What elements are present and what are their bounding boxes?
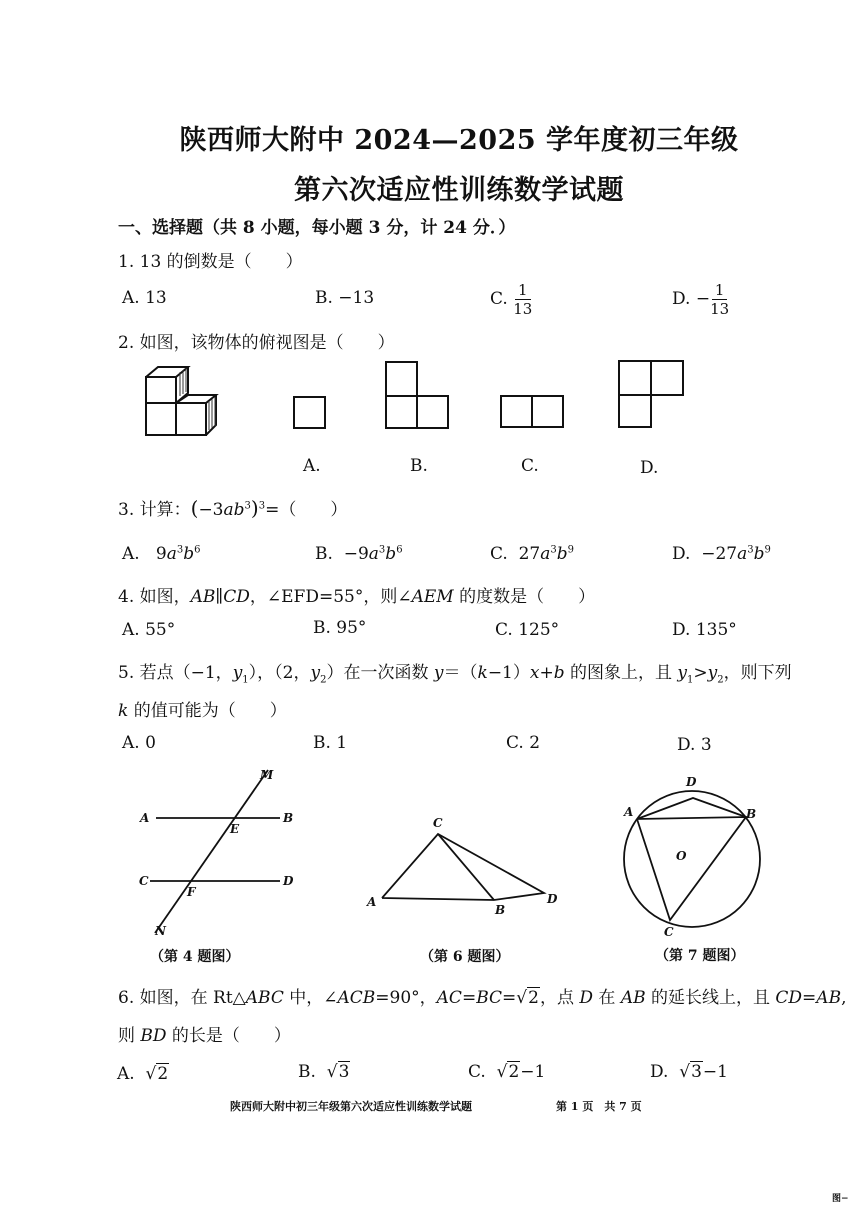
label-A: A <box>624 805 634 819</box>
label-D: D <box>547 892 558 906</box>
q3-option-d: D. $-27a^3b^9$ <box>672 544 771 564</box>
top-view-option-d <box>616 358 688 430</box>
q1-option-a: A. 13 <box>122 288 167 308</box>
label-A: A <box>140 811 150 825</box>
figure-q7-caption: （第 7 题图） <box>655 948 745 964</box>
q5-option-a: A. 0 <box>122 733 156 753</box>
q6-option-d: D. √3−1 <box>650 1062 728 1082</box>
q1-option-b: B. −13 <box>315 288 375 308</box>
figure-q4-caption: （第 4 题图） <box>150 949 240 965</box>
label-A: A <box>367 895 377 909</box>
q4-option-b: B. 95° <box>313 618 367 638</box>
q6-option-a: A. √2 <box>117 1064 169 1084</box>
label-N: N <box>155 924 166 938</box>
section-heading: 一、选择题（共 8 小题，每小题 3 分，计 24 分．） <box>118 218 516 238</box>
q2-option-b: B. <box>410 456 428 476</box>
q6-option-b: B. √3 <box>298 1062 350 1082</box>
label-B: B <box>495 903 506 917</box>
label-C: C <box>433 816 443 830</box>
solid-object-figure <box>140 360 230 442</box>
label-D: D <box>686 775 697 789</box>
figure-q6-triangle <box>360 812 565 917</box>
label-D: D <box>283 874 294 888</box>
exam-title-line2: 第六次适应性训练数学试题 <box>294 175 624 206</box>
corner-mark: 图− <box>832 1194 849 1204</box>
q1-option-c: C. $\frac{1}{13}$ <box>490 281 533 318</box>
question-5-line2: k 的值可能为（ ） <box>118 701 287 721</box>
question-5-line1: 5. 若点（−1，$y_1$），（2，$y_2$）在一次函数 y＝（k−1）x+b 的图象上，且 $y_1>y_2$，则下列 <box>118 663 792 686</box>
fraction: $\frac{1}{13}$ <box>513 281 533 318</box>
q6-option-c: C. √2−1 <box>468 1062 546 1082</box>
q2-option-d: D. <box>640 458 659 478</box>
question-6-line2: 则 BD 的长是（ ） <box>118 1026 291 1046</box>
label-O: O <box>676 849 687 863</box>
q3-option-c: C. $27a^3b^9$ <box>490 544 575 564</box>
q3-option-a: A. $9a^3b^6$ <box>122 544 201 564</box>
label-C: C <box>139 874 149 888</box>
figure-q4-parallel-lines <box>130 765 310 940</box>
q5-option-c: C. 2 <box>506 733 541 753</box>
question-3-stem: 3. 计算：$(-3ab^3)^3=$（ ） <box>118 496 348 520</box>
q3-option-b: B. $-9a^3b^6$ <box>315 544 403 564</box>
question-6-line1: 6. 如图，在 Rt△ABC 中，∠ACB=90°，AC=BC=√2，点 D 在 AB 的延长线上，且 CD=AB, <box>118 988 847 1008</box>
top-view-option-c <box>497 393 567 431</box>
top-view-option-b <box>381 359 451 431</box>
top-view-option-a <box>290 393 330 433</box>
label-M: M <box>260 768 274 782</box>
q5-option-d: D. 3 <box>677 735 712 755</box>
figure-q6-caption: （第 6 题图） <box>420 949 510 965</box>
figure-q7-circle <box>612 770 772 940</box>
label-F: F <box>187 885 196 899</box>
question-4-stem: 4. 如图，AB∥CD，∠EFD=55°，则∠AEM 的度数是（ ） <box>118 587 596 607</box>
label-E: E <box>230 822 240 836</box>
fraction: $\frac{1}{13}$ <box>710 281 730 318</box>
label-B: B <box>746 807 757 821</box>
q4-option-d: D. 135° <box>672 620 737 640</box>
q2-option-c: C. <box>521 456 539 476</box>
label-B: B <box>283 811 294 825</box>
q5-option-b: B. 1 <box>313 733 348 753</box>
q2-option-a: A. <box>303 456 321 476</box>
question-2-stem: 2. 如图，该物体的俯视图是（ ） <box>118 333 395 353</box>
footer-page-number: 第 1 页 共 7 页 <box>556 1100 642 1113</box>
question-1-stem: 1. 13 的倒数是（ ） <box>118 252 303 272</box>
q1-option-d: D. − $\frac{1}{13}$ <box>672 281 730 318</box>
q4-option-a: A. 55° <box>122 620 176 640</box>
label-C: C <box>664 925 674 939</box>
q4-option-c: C. 125° <box>495 620 560 640</box>
exam-title-line1: 陕西师大附中 2024—2025 学年度初三年级 <box>179 125 739 156</box>
footer-title: 陕西师大附中初三年级第六次适应性训练数学试题 <box>230 1100 472 1113</box>
